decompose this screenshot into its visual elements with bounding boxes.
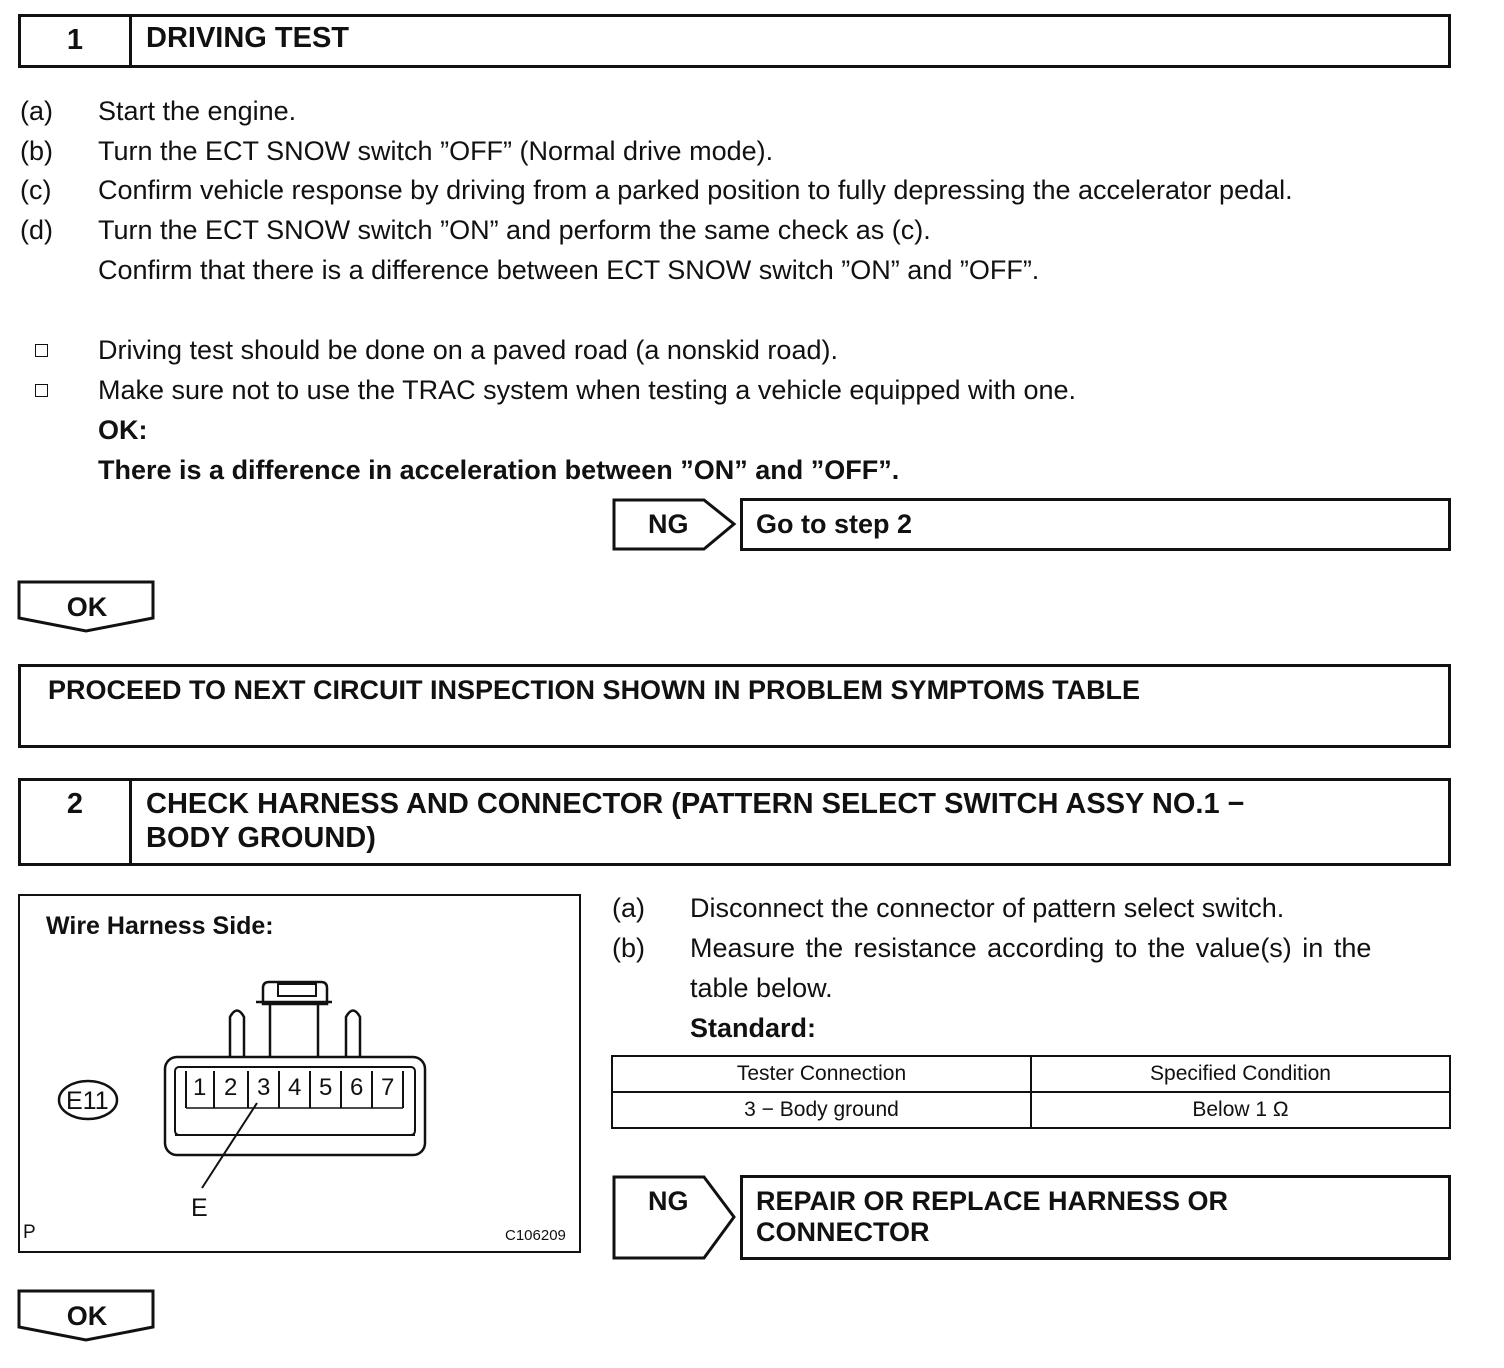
step1-number: 1 bbox=[66, 24, 84, 56]
step2-title-line2: BODY GROUND) bbox=[146, 822, 376, 854]
connector-pin-2: 2 bbox=[224, 1074, 238, 1101]
step2-item-b-label: (b) bbox=[612, 933, 645, 963]
connector-pin-5: 5 bbox=[319, 1074, 333, 1101]
step1-item-a-text: Start the engine. bbox=[98, 96, 297, 126]
pin-callout-label: E bbox=[191, 1194, 208, 1222]
connector-pin-7: 7 bbox=[381, 1074, 395, 1101]
diagram-corner-label: P bbox=[23, 1222, 36, 1243]
note-checkbox-icon bbox=[35, 384, 48, 397]
connector-pin-3: 3 bbox=[257, 1074, 271, 1101]
step2-ok-flow-label: OK bbox=[66, 1301, 108, 1331]
step2-item-b-text: Measure the resistance according to the value(s) in the bbox=[690, 933, 1372, 963]
spec-header-condition: Specified Condition bbox=[1031, 1056, 1450, 1092]
step1-divider bbox=[129, 14, 132, 68]
connector-pin-1: 1 bbox=[193, 1074, 207, 1101]
step1-ng-label: NG bbox=[648, 509, 689, 539]
proceed-text: PROCEED TO NEXT CIRCUIT INSPECTION SHOWN IN PROBLEM SYMPTOMS TABLE bbox=[48, 675, 1141, 705]
connector-pin-6: 6 bbox=[350, 1074, 364, 1101]
step2-item-a-label: (a) bbox=[612, 893, 645, 923]
figure-code: C106209 bbox=[505, 1227, 566, 1244]
spec-cell-condition: Below 1 Ω bbox=[1031, 1092, 1450, 1128]
step2-divider bbox=[129, 778, 132, 866]
step2-ng-label: NG bbox=[648, 1186, 689, 1216]
connector-pin-4: 4 bbox=[288, 1074, 302, 1101]
step1-note-1: Driving test should be done on a paved road (a nonskid road). bbox=[98, 335, 838, 365]
step2-title-line1: CHECK HARNESS AND CONNECTOR (PATTERN SELECT SWITCH ASSY NO.1 − bbox=[146, 788, 1245, 820]
step1-ok-criterion: There is a difference in acceleration between ”ON” and ”OFF”. bbox=[98, 455, 900, 485]
step1-item-b-text: Turn the ECT SNOW switch ”OFF” (Normal drive mode). bbox=[98, 136, 774, 166]
step1-ok-flow-label: OK bbox=[66, 592, 108, 622]
spec-cell-connection: 3 − Body ground bbox=[612, 1092, 1031, 1128]
step1-item-d-label: (d) bbox=[20, 215, 53, 245]
step1-item-b-label: (b) bbox=[20, 136, 53, 166]
step1-item-d-continuation: Confirm that there is a difference between ECT SNOW switch ”ON” and ”OFF”. bbox=[98, 255, 1040, 285]
step1-item-a-label: (a) bbox=[20, 96, 53, 126]
step2-ng-action-line2[interactable]: CONNECTOR bbox=[756, 1217, 930, 1247]
note-checkbox-icon bbox=[35, 344, 48, 357]
step1-item-c-text: Confirm vehicle response by driving from a parked position to fully depressing the accelerator pedal. bbox=[98, 175, 1293, 205]
step1-note-2: Make sure not to use the TRAC system when testing a vehicle equipped with one. bbox=[98, 375, 1077, 405]
step2-item-b-continuation: table below. bbox=[690, 973, 833, 1003]
spec-table bbox=[611, 1055, 1451, 1129]
spec-table-header-row bbox=[612, 1056, 1450, 1092]
step1-item-d-text: Turn the ECT SNOW switch ”ON” and perform the same check as (c). bbox=[98, 215, 931, 245]
step1-ok-label: OK: bbox=[98, 415, 148, 445]
connector-id: E11 bbox=[66, 1087, 109, 1115]
step2-number: 2 bbox=[66, 788, 84, 820]
connector-diagram-icon bbox=[20, 896, 578, 1250]
step2-item-a-text: Disconnect the connector of pattern select switch. bbox=[690, 893, 1285, 923]
table-row bbox=[612, 1092, 1450, 1128]
standard-label: Standard: bbox=[690, 1013, 817, 1043]
step2-ng-action-line1[interactable]: REPAIR OR REPLACE HARNESS OR bbox=[756, 1186, 1229, 1216]
spec-header-tester: Tester Connection bbox=[612, 1056, 1031, 1092]
step1-ng-action[interactable]: Go to step 2 bbox=[756, 509, 913, 539]
step1-title: DRIVING TEST bbox=[146, 22, 350, 54]
step1-item-c-label: (c) bbox=[20, 175, 52, 205]
diagram-title: Wire Harness Side: bbox=[46, 912, 274, 940]
